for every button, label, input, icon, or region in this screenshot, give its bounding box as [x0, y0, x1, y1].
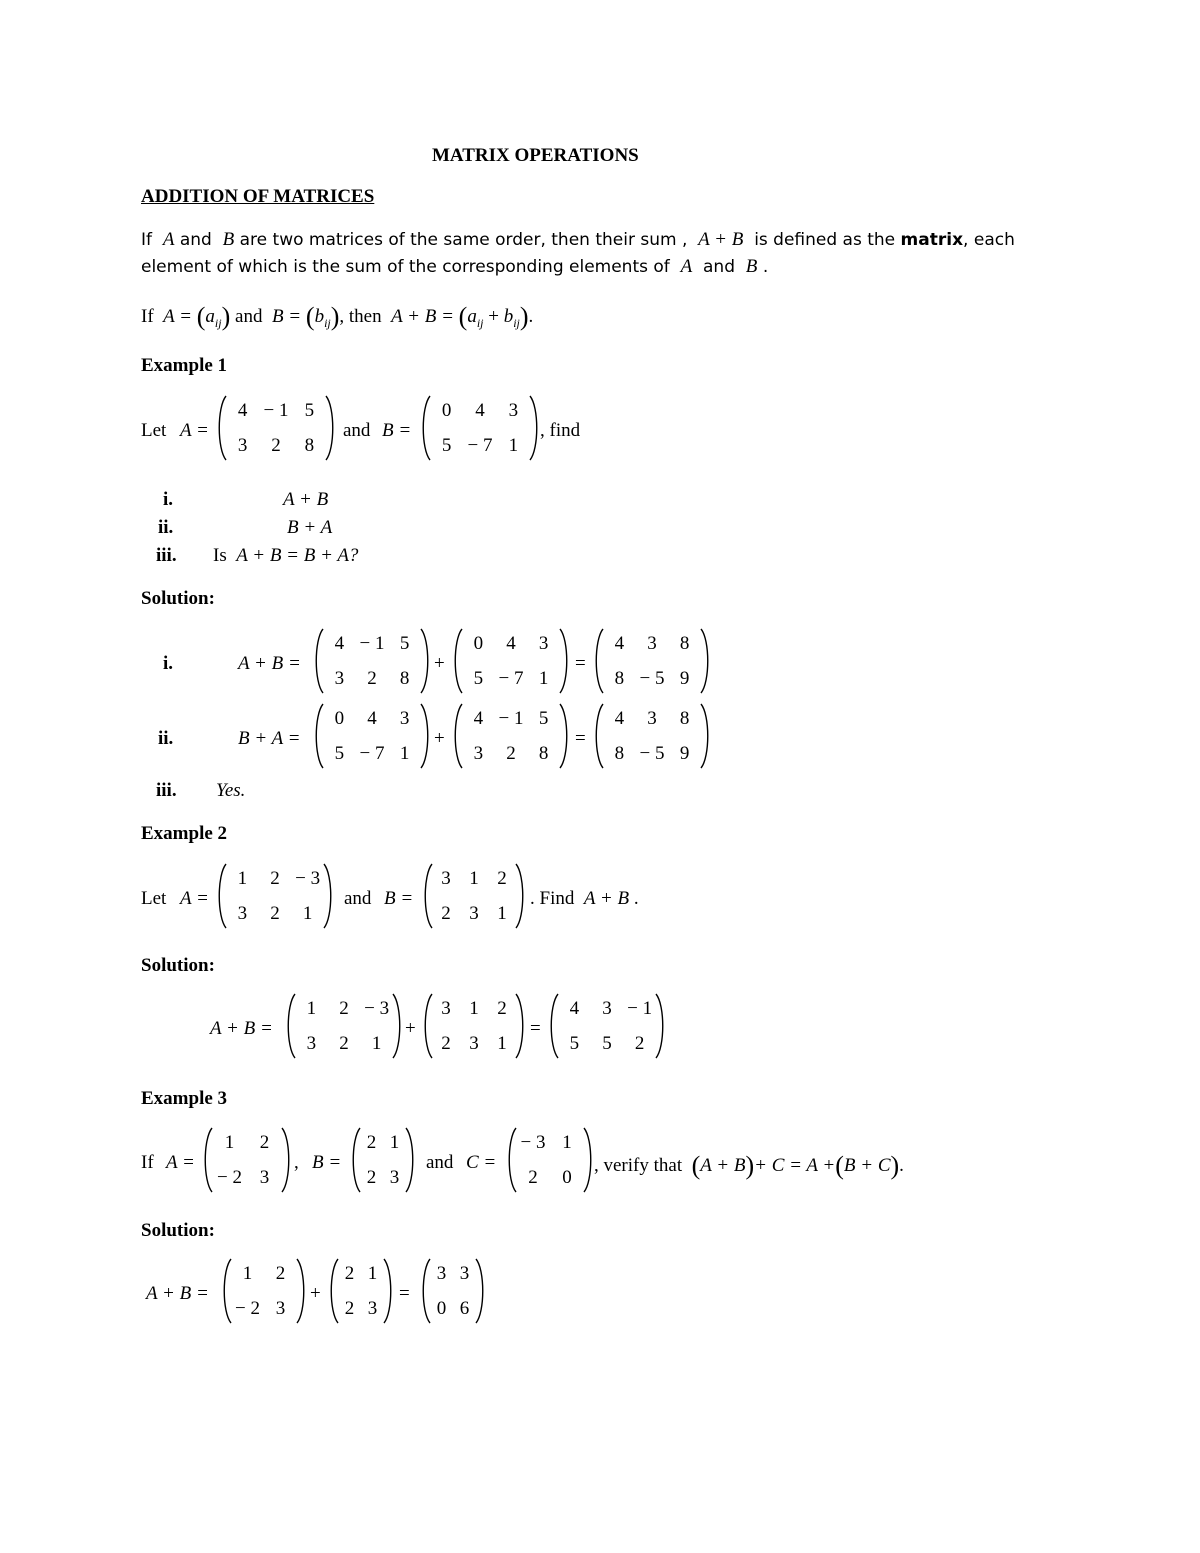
matrix-cell: 0	[334, 708, 345, 729]
ex3-matrix-a	[202, 1127, 292, 1193]
matrix-cell: 5	[304, 400, 315, 421]
ex1-item-1-num: i.	[163, 489, 174, 510]
matrix-cell: 3	[334, 668, 345, 689]
matrix-cell: − 3	[295, 868, 321, 889]
right-paren	[701, 629, 708, 693]
matrix-cell: − 1	[263, 400, 289, 421]
matrix-cell: 3	[399, 708, 410, 729]
left-paren	[205, 1128, 212, 1192]
matrix-cell: 3	[237, 435, 248, 456]
ex1-sol-i-eq: =	[575, 653, 586, 674]
right-paren	[516, 994, 523, 1058]
matrix-cell: − 2	[217, 1167, 242, 1188]
matrix-cell: 4	[614, 708, 625, 729]
ex2-sol-eq: =	[530, 1018, 541, 1039]
matrix-cell: 9	[679, 743, 690, 764]
ex3-c-eq: C =	[466, 1152, 497, 1173]
ex1-item-3-num: iii.	[156, 545, 177, 566]
matrix-cell: 1	[306, 998, 317, 1019]
matrix-cell: 3	[275, 1298, 286, 1319]
matrix-cell: 3	[647, 633, 657, 654]
right-paren	[297, 1259, 304, 1323]
ex2-let: Let	[141, 888, 167, 909]
matrix-cell: 2	[367, 668, 377, 689]
left-paren	[219, 864, 226, 928]
ex2-matrix-b	[422, 863, 526, 929]
ex1-matrix-b	[420, 395, 540, 461]
ex1-sol-ii-plus: +	[434, 728, 445, 749]
ex2-sol-lhs: A + B =	[210, 1018, 273, 1039]
left-paren	[331, 1259, 338, 1323]
ex1-sol-ii-result	[593, 703, 711, 769]
ex3-matrix-b	[350, 1127, 416, 1193]
matrix-cell: 1	[399, 743, 410, 764]
matrix-cell: − 2	[235, 1298, 260, 1319]
ex1-sol-i-matrix-b	[452, 628, 570, 694]
left-paren	[288, 994, 295, 1058]
matrix-cell: − 1	[498, 708, 524, 729]
matrix-cell: 8	[679, 633, 690, 654]
matrix-cell: 2	[497, 998, 507, 1019]
right-paren	[326, 396, 333, 460]
matrix-cell: 1	[367, 1263, 378, 1284]
matrix-cell: 8	[614, 668, 625, 689]
ex1-item-2-num: ii.	[158, 517, 174, 538]
matrix-cell: 2	[506, 743, 516, 764]
ex1-sol-iii-text: Yes.	[216, 780, 246, 801]
matrix-cell: 3	[367, 1298, 378, 1319]
ex2-find: . Find A + B .	[530, 888, 639, 909]
matrix-cell: 1	[562, 1132, 572, 1153]
ex3-sol-lhs: A + B =	[146, 1283, 209, 1304]
right-paren	[282, 1128, 289, 1192]
matrix-cell: 8	[679, 708, 690, 729]
matrix-cell: 3	[538, 633, 549, 654]
matrix-cell: 2	[270, 868, 280, 889]
matrix-cell: 5	[473, 668, 484, 689]
ex2-sol-matrix-b	[422, 993, 526, 1059]
right-paren	[560, 704, 567, 768]
matrix-cell: 1	[497, 903, 507, 924]
right-paren	[384, 1259, 391, 1323]
ex3-and: and	[426, 1152, 454, 1173]
left-paren	[316, 629, 323, 693]
ex3-comma: ,	[294, 1152, 299, 1173]
matrix-cell: 8	[399, 668, 410, 689]
right-paren	[406, 1128, 413, 1192]
right-paren	[393, 994, 400, 1058]
matrix-cell: 4	[473, 708, 484, 729]
ex1-and: and	[343, 420, 371, 441]
matrix-cell: 5	[538, 708, 549, 729]
matrix-cell: 2	[344, 1298, 355, 1319]
ex1-sol-i-num: i.	[163, 653, 174, 674]
matrix-cell: 2	[366, 1167, 377, 1188]
ex1-a-eq: A =	[180, 420, 209, 441]
matrix-cell: 4	[237, 400, 248, 421]
matrix-cell: 0	[473, 633, 484, 654]
ex3-sol-matrix-a	[221, 1258, 307, 1324]
matrix-cell: 5	[441, 435, 452, 456]
left-paren	[596, 629, 603, 693]
matrix-cell: 2	[344, 1263, 355, 1284]
right-paren	[516, 864, 523, 928]
ex1-find: , find	[540, 420, 581, 441]
ex1-sol-ii-eq: =	[575, 728, 586, 749]
section-heading: ADDITION OF MATRICES	[141, 186, 375, 207]
page-title: MATRIX OPERATIONS	[432, 145, 639, 166]
matrix-cell: 2	[275, 1263, 286, 1284]
matrix-cell: 3	[441, 868, 451, 889]
matrix-cell: 2	[528, 1167, 538, 1188]
left-paren	[423, 1259, 430, 1323]
matrix-cell: 3	[237, 903, 248, 924]
matrix-cell: − 5	[639, 743, 665, 764]
matrix-cell: 1	[469, 998, 479, 1019]
matrix-cell: 1	[224, 1132, 235, 1153]
matrix-cell: − 7	[498, 668, 524, 689]
matrix-cell: 5	[569, 1033, 580, 1054]
matrix-cell: 1	[242, 1263, 253, 1284]
left-paren	[224, 1259, 231, 1323]
matrix-cell: 8	[614, 743, 625, 764]
ex1-sol-i-result	[593, 628, 711, 694]
matrix-cell: 4	[367, 708, 377, 729]
ex2-solution-heading: Solution:	[141, 955, 215, 976]
matrix-cell: 1	[497, 1033, 507, 1054]
ex3-matrix-c	[506, 1127, 594, 1193]
ex1-sol-ii-num: ii.	[158, 728, 174, 749]
matrix-cell: 2	[441, 903, 451, 924]
matrix-cell: 1	[469, 868, 479, 889]
matrix-cell: 1	[508, 435, 519, 456]
left-paren	[425, 994, 432, 1058]
ex2-a-eq: A =	[180, 888, 209, 909]
left-paren	[423, 396, 430, 460]
left-paren	[425, 864, 432, 928]
matrix-cell: 2	[270, 903, 280, 924]
ex3-sol-matrix-b	[328, 1258, 394, 1324]
matrix-cell: 3	[602, 998, 612, 1019]
matrix-cell: 1	[237, 868, 248, 889]
matrix-cell: 1	[302, 903, 313, 924]
matrix-cell: 4	[334, 633, 345, 654]
ex2-sol-plus: +	[405, 1018, 416, 1039]
matrix-cell: 2	[339, 998, 349, 1019]
ex1-matrix-a	[216, 395, 336, 461]
matrix-cell: 3	[441, 998, 451, 1019]
matrix-cell: 3	[469, 1033, 479, 1054]
matrix-cell: 3	[473, 743, 484, 764]
matrix-cell: 4	[614, 633, 625, 654]
matrix-cell: 4	[569, 998, 580, 1019]
left-paren	[316, 704, 323, 768]
matrix-cell: 2	[634, 1033, 645, 1054]
matrix-cell: 2	[259, 1132, 270, 1153]
ex1-let: Let	[141, 420, 167, 441]
matrix-cell: 5	[602, 1033, 612, 1054]
matrix-cell: 0	[562, 1167, 572, 1188]
matrix-cell: − 7	[359, 743, 385, 764]
matrix-cell: 3	[459, 1263, 470, 1284]
matrix-cell: 8	[538, 743, 549, 764]
matrix-cell: 1	[371, 1033, 382, 1054]
matrix-cell: 4	[506, 633, 516, 654]
left-paren	[219, 396, 226, 460]
matrix-cell: 9	[679, 668, 690, 689]
right-paren	[476, 1259, 483, 1323]
ex1-sol-i-plus: +	[434, 653, 445, 674]
left-paren	[509, 1128, 516, 1192]
ex1-sol-iii-num: iii.	[156, 780, 177, 801]
example-3-heading: Example 3	[141, 1088, 228, 1109]
ex3-sol-plus: +	[310, 1283, 321, 1304]
right-paren	[530, 396, 537, 460]
ex2-sol-result	[548, 993, 666, 1059]
ex2-sol-matrix-a	[285, 993, 403, 1059]
right-paren	[584, 1128, 591, 1192]
right-paren	[560, 629, 567, 693]
matrix-cell: − 3	[364, 998, 390, 1019]
ex3-sol-eq: =	[399, 1283, 410, 1304]
matrix-cell: 6	[459, 1298, 470, 1319]
matrix-cell: 2	[497, 868, 507, 889]
matrix-cell: 3	[306, 1033, 317, 1054]
matrix-cell: 3	[436, 1263, 447, 1284]
matrix-cell: − 1	[627, 998, 653, 1019]
intro-line-2: element of which is the sum of the corresponding elements of A and B .	[141, 256, 769, 277]
matrix-cell: 1	[538, 668, 549, 689]
matrix-cell: 3	[389, 1167, 400, 1188]
example-1-heading: Example 1	[141, 355, 228, 376]
right-paren	[421, 704, 428, 768]
right-paren	[324, 864, 331, 928]
matrix-cell: 3	[469, 903, 479, 924]
matrix-cell: 3	[508, 400, 519, 421]
matrix-cell: 2	[339, 1033, 349, 1054]
ex1-item-1-expr: A + B	[283, 489, 329, 510]
matrix-cell: − 3	[520, 1132, 546, 1153]
ex1-sol-i-lhs: A + B =	[238, 653, 301, 674]
ex3-solution-heading: Solution:	[141, 1220, 215, 1241]
ex1-solution-heading: Solution:	[141, 588, 215, 609]
matrix-cell: 2	[271, 435, 281, 456]
right-paren	[701, 704, 708, 768]
matrix-cell: 4	[475, 400, 485, 421]
left-paren	[455, 704, 462, 768]
ex1-sol-ii-lhs: B + A =	[238, 728, 301, 749]
matrix-cell: 1	[389, 1132, 400, 1153]
ex3-a-eq: A =	[166, 1152, 195, 1173]
left-paren	[551, 994, 558, 1058]
intro-line-1: If A and B are two matrices of the same order, then their sum , A + B is defined as the matrix, each	[141, 229, 1015, 250]
matrix-cell: 5	[399, 633, 410, 654]
matrix-cell: − 1	[359, 633, 385, 654]
ex1-b-eq: B =	[382, 420, 412, 441]
ex1-item-3-text: Is A + B = B + A?	[213, 545, 359, 566]
ex3-b-eq: B =	[312, 1152, 342, 1173]
matrix-cell: 2	[441, 1033, 451, 1054]
ex2-matrix-a	[216, 863, 334, 929]
matrix-cell: 3	[647, 708, 657, 729]
right-paren	[656, 994, 663, 1058]
left-paren	[353, 1128, 360, 1192]
ex1-sol-ii-matrix-b	[313, 703, 431, 769]
matrix-cell: 0	[436, 1298, 447, 1319]
ex1-sol-i-matrix-a	[313, 628, 431, 694]
matrix-cell: − 5	[639, 668, 665, 689]
ex3-verify: , verify that (A + B)+ C = A +(B + C).	[594, 1151, 904, 1180]
matrix-cell: 8	[304, 435, 315, 456]
ex3-if: If	[141, 1152, 154, 1173]
ex2-b-eq: B =	[384, 888, 414, 909]
left-paren	[596, 704, 603, 768]
matrix-cell: − 7	[467, 435, 493, 456]
right-paren	[421, 629, 428, 693]
example-2-heading: Example 2	[141, 823, 228, 844]
ex2-and: and	[344, 888, 372, 909]
left-paren	[455, 629, 462, 693]
matrix-cell: 5	[334, 743, 345, 764]
ex3-sol-result	[420, 1258, 486, 1324]
matrix-cell: 2	[366, 1132, 377, 1153]
ex1-item-2-expr: B + A	[287, 517, 333, 538]
matrix-cell: 3	[259, 1167, 270, 1188]
definition-line: If $A = (a_{ij})$ and $B = (b_{ij})$, then $A + B = (a_{ij} + b_{ij})$.	[141, 302, 534, 331]
ex1-sol-ii-matrix-a	[452, 703, 570, 769]
matrix-cell: 0	[441, 400, 452, 421]
